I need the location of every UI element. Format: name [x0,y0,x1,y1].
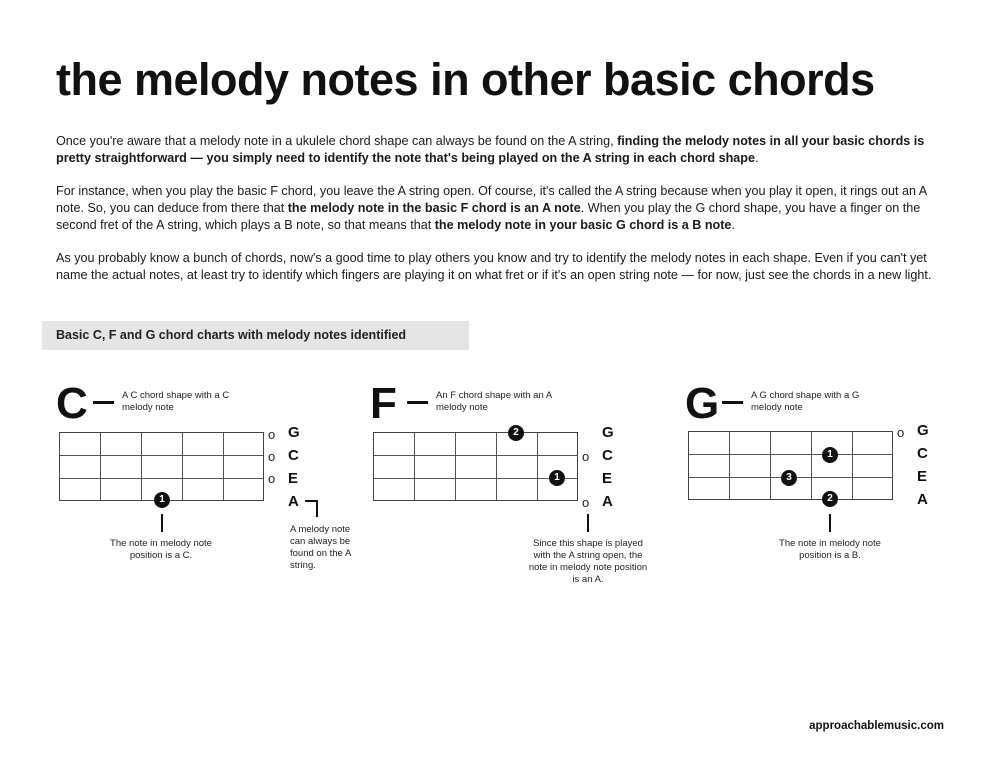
melody-note-caption: The note in melody note position is a B. [779,538,881,561]
fretboard [59,432,264,501]
chord-letter-g: G [685,379,720,428]
chord-chart-c [56,378,376,608]
intro-p1-text: Once you're aware that a melody note in a ukulele chord shape can always be found on the A string, [56,134,618,148]
a-string-side-note: A melody note can always be found on the A string. [290,524,351,571]
fret-line [455,433,456,500]
open-string-marker: o [897,425,905,440]
open-string-marker: o [268,427,276,442]
chord-dash [407,401,428,404]
fret-line [141,433,142,500]
string-name-a: A [917,491,928,508]
pointer-line [161,514,163,532]
intro-p2-text: For instance, when you play the basic F chord, you leave the A string open. Of course, it's called the A string because when you play it open, it rings out an A note. So, you can deduce from there that [56,184,927,215]
string-name-g: G [917,422,929,439]
string-name-e: E [288,470,299,487]
chord-description: An F chord shape with an A melody note [436,390,552,413]
string-name-e: E [917,468,928,485]
string-line [689,454,892,455]
intro-text [56,133,948,300]
string-line [60,455,263,456]
intro-paragraph-1 [56,133,948,167]
pointer-line [587,514,589,532]
fretboard [688,431,893,500]
intro-p2-emphasis-g: the melody note in your basic G chord is a B note [434,218,732,232]
intro-paragraph-2 [56,183,948,234]
string-name-c: C [602,447,613,464]
string-name-c: C [288,447,299,464]
fret-line [414,433,415,500]
chord-letter-c: C [56,379,88,428]
chord-description: A C chord shape with a C melody note [122,390,230,413]
fret-line [729,432,730,499]
pointer-line [829,514,831,532]
chord-chart-f [370,378,690,608]
finger-dot-1: 1 [822,447,838,463]
fret-line [100,433,101,500]
finger-dot-1: 1 [549,470,565,486]
fret-line [223,433,224,500]
string-name-e: E [602,470,613,487]
intro-p2-text-2: . When you play the G chord shape, you have a finger on the second fret of the A string, which plays a B note, so that means that [56,201,921,232]
footer-url: approachablemusic.com [809,720,944,732]
fret-line [537,433,538,500]
string-name-g: G [288,424,300,441]
chord-dash [93,401,114,404]
fret-line [811,432,812,499]
fret-line [770,432,771,499]
string-name-a: A [288,493,299,510]
chord-dash [722,401,743,404]
finger-dot-1: 1 [154,492,170,508]
string-name-g: G [602,424,614,441]
string-line [374,478,577,479]
fret-line [852,432,853,499]
chord-letter-f: F [370,379,397,428]
open-string-marker: o [582,449,590,464]
melody-note-caption: Since this shape is played with the A string open, the note in melody note position is an A. [528,538,648,585]
melody-note-caption: The note in melody note position is a C. [110,538,212,561]
string-line [60,478,263,479]
intro-p2-end: . [731,218,735,232]
fret-line [496,433,497,500]
open-string-marker: o [268,449,276,464]
finger-dot-2: 2 [508,425,524,441]
open-string-marker: o [268,471,276,486]
bracket-line [316,500,318,517]
intro-p1-emphasis: finding the melody notes in all your basic chords is pretty straightforward — you simply need to identify the note that's being played on the A string in each chord shape [56,134,925,165]
string-name-c: C [917,445,928,462]
chord-chart-g [685,378,1000,608]
section-heading: Basic C, F and G chord charts with melody notes identified [42,321,469,350]
string-name-a: A [602,493,613,510]
intro-p2-emphasis-f: the melody note in the basic F chord is an A note [287,201,581,215]
fret-line [182,433,183,500]
string-line [374,455,577,456]
finger-dot-2: 2 [822,491,838,507]
intro-p1-end: . [755,151,759,165]
finger-dot-3: 3 [781,470,797,486]
page-title: the melody notes in other basic chords [56,54,875,105]
chord-description: A G chord shape with a G melody note [751,390,860,413]
open-string-marker: o [582,495,590,510]
fretboard [373,432,578,501]
intro-paragraph-3: As you probably know a bunch of chords, now's a good time to play others you know and try to identify the melody notes in each shape. Even if you can't yet name the actual notes, at least try to identify which fingers are playing it on what fret or if it's an open string note — for now, just see the chords in a new light. [56,251,932,282]
